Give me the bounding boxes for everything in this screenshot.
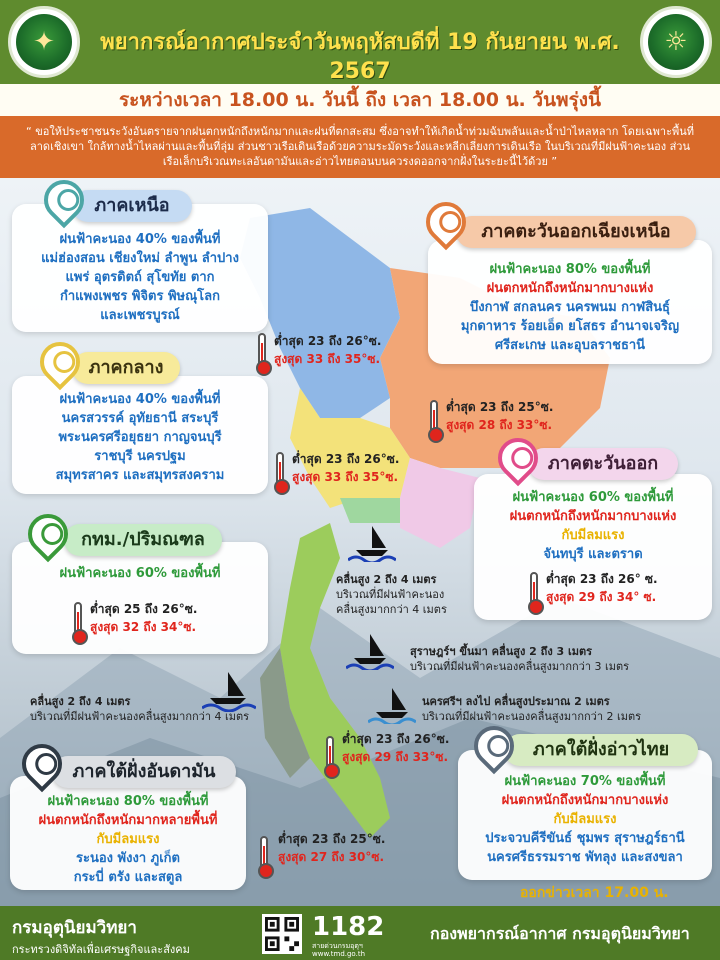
footer-forecast-division: กองพยากรณ์อากาศ กรมอุตุนิยมวิทยา [430, 924, 690, 943]
north-title: ภาคเหนือ [72, 190, 192, 222]
ministry-logo: ✦ [8, 6, 80, 78]
footer-ministry: กระทรวงดิจิทัลเพื่อเศรษฐกิจและสังคม [12, 943, 190, 956]
central-line-4: ราชบุรี นครปฐม [94, 449, 186, 464]
south-east-line-1: ฝนฟ้าคะนอง 70% ของพื้นที่ [504, 774, 666, 789]
central-title: ภาคกลาง [72, 352, 180, 384]
upper-gulf-line2: คลื่นสูงมากกว่า 4 เมตร [336, 603, 447, 616]
hotline-sub-text: สายด่วนกรมอุตุฯ [312, 942, 363, 950]
north-line-2: แม่ฮ่องสอน เชียงใหม่ ลำพูน ลำปาง [41, 251, 239, 266]
andaman-wave [30, 694, 249, 724]
bangkok-temp [90, 600, 197, 636]
south-west-low: ต่ำสุด 23 ถึง 25°ซ. [278, 832, 386, 846]
region-bangkok [340, 498, 400, 523]
south-east-line-2: ฝนตกหนักถึงหนักมากบางแห่ง [501, 793, 669, 808]
northeast-temp [446, 398, 553, 434]
bangkok-low: ต่ำสุด 25 ถึง 26°ซ. [90, 602, 198, 616]
hotline-number: 1182 [312, 912, 385, 942]
south-west-temp [278, 830, 385, 866]
south-west-title: ภาคใต้ฝั่งอันดามัน [52, 756, 236, 788]
surat-wave [410, 644, 629, 674]
north-line-3: แพร่ อุตรดิตถ์ สุโขทัย ตาก [65, 270, 215, 285]
central-temp [292, 450, 399, 486]
northeast-card [428, 240, 712, 364]
central-line-1: ฝนฟ้าคะนอง 40% ของพื้นที่ [59, 392, 221, 407]
northeast-line-2: ฝนตกหนักถึงหนักมากบางแห่ง [486, 281, 654, 296]
south-west-card [10, 776, 246, 890]
northeast-high: สูงสุด 28 ถึง 33°ซ. [446, 418, 553, 432]
andaman-line1: บริเวณที่มีฝนฟ้าคะนองคลื่นสูงมากกว่า 4 เมตร [30, 710, 250, 723]
thermometer-icon [258, 333, 266, 369]
east-line-4: จันทบุรี และตราด [543, 547, 643, 562]
north-line-4: กำแพงเพชร พิจิตร พิษณุโลก [60, 289, 220, 304]
nakhon-wave [422, 694, 641, 724]
east-high: สูงสุด 29 ถึง 34° ซ. [546, 590, 657, 604]
map-area [0, 178, 720, 906]
footer-bar [0, 906, 720, 960]
northeast-title: ภาคตะวันออกเฉียงเหนือ [456, 216, 696, 248]
north-low: ต่ำสุด 23 ถึง 26°ซ. [274, 334, 382, 348]
thermometer-icon [326, 736, 334, 772]
thermometer-icon [430, 400, 438, 436]
east-title: ภาคตะวันออก [528, 448, 678, 480]
central-high: สูงสุด 33 ถึง 35°ซ. [292, 470, 399, 484]
footer-dept: กรมอุตุนิยมวิทยา [12, 918, 137, 938]
upper-gulf-line1: บริเวณที่มีฝนฟ้าคะนอง [336, 588, 445, 601]
central-line-3: พระนครศรีอยุธยา กาญจนบุรี [58, 430, 222, 445]
south-west-line-1: ฝนฟ้าคะนอง 80% ของพื้นที่ [47, 794, 209, 809]
qr-pattern [265, 917, 299, 951]
andaman-title: คลื่นสูง 2 ถึง 4 เมตร [30, 695, 131, 708]
header-bar [0, 0, 720, 84]
east-temp [546, 570, 658, 606]
issued-time: ออกข่าวเวลา 17.00 น. [520, 885, 669, 901]
central-line-5: สมุทรสาคร และสมุทรสงคราม [55, 468, 225, 483]
south-west-line-4: ระนอง พังงา ภูเก็ต [76, 851, 180, 866]
central-low: ต่ำสุด 23 ถึง 26°ซ. [292, 452, 400, 466]
sailboat-icon [368, 684, 416, 724]
north-card [12, 204, 268, 332]
upper-gulf-title: คลื่นสูง 2 ถึง 4 เมตร [336, 573, 437, 586]
thermometer-icon [276, 452, 284, 488]
qr-code-icon[interactable] [262, 914, 302, 954]
south-east-low: ต่ำสุด 23 ถึง 26°ซ. [342, 732, 450, 746]
thermometer-icon [260, 836, 268, 872]
bangkok-title: กทม./ปริมณฑล [64, 524, 222, 556]
northeast-line-5: ศรีสะเกษ และอุบลราชธานี [494, 338, 646, 353]
south-east-high: สูงสุด 29 ถึง 33°ซ. [342, 750, 449, 764]
bangkok-line-1: ฝนฟ้าคะนอง 60% ของพื้นที่ [59, 566, 221, 581]
website-link[interactable]: www.tmd.go.th [312, 950, 365, 958]
thermometer-icon [74, 602, 82, 638]
warning-banner: “ ขอให้ประชาชนระวังอันตรายจากฝนตกหนักถึงหนักมากและฝนที่ตกสะสม ซึ่งอาจทำให้เกิดน้ำท่วมฉับพลันและน้ำป่าไหลหลาก โดยเฉพาะพื้นที่ลาดเชิงเขา ใกล้ทางน้ำไหลผ่านและพื้นที่ลุ่ม ส่วนชาวเรือเดินเรือด้วยความระมัดระวังและหลีกเลี่ยงการเดินเรือ ในบริเวณที่มีฝนฟ้าคะนอง ส่วนเรือเล็กบริเวณทะเลอันดามันและอ่าวไทยตอนบนควรงดออกจากฝั่งในระยะนี้ไว้ด้วย ” [0, 116, 720, 178]
central-line-2: นครสวรรค์ อุทัยธานี สระบุรี [61, 411, 219, 426]
tmd-logo: ☼ [640, 6, 712, 78]
forecast-period: ระหว่างเวลา 18.00 น. วันนี้ ถึง เวลา 18.00 น. วันพรุ่งนี้ [0, 84, 720, 116]
south-west-high: สูงสุด 27 ถึง 30°ซ. [278, 850, 385, 864]
northeast-line-3: บึงกาฬ สกลนคร นครพนม กาฬสินธุ์ [470, 300, 670, 315]
nakhon-line1: บริเวณที่มีฝนฟ้าคะนองคลื่นสูงมากกว่า 2 เมตร [422, 710, 642, 723]
south-west-line-3: กับมีลมแรง [96, 832, 160, 847]
north-high: สูงสุด 33 ถึง 35°ซ. [274, 352, 381, 366]
south-east-line-5: นครศรีธรรมราช พัทลุง และสงขลา [487, 850, 683, 865]
east-line-3: กับมีลมแรง [561, 528, 625, 543]
region-east [400, 458, 480, 548]
south-east-temp [342, 730, 449, 766]
south-west-line-2: ฝนตกหนักถึงหนักมากหลายพื้นที่ [38, 813, 218, 828]
north-line-1: ฝนฟ้าคะนอง 40% ของพื้นที่ [59, 232, 221, 247]
north-line-5: และเพชรบูรณ์ [100, 308, 180, 323]
south-west-line-5: กระบี่ ตรัง และสตูล [73, 870, 183, 885]
upper-gulf-wave [336, 572, 447, 617]
nakhon-title: นครศรีฯ ลงไป คลื่นสูงประมาณ 2 เมตร [422, 695, 610, 708]
surat-line1: บริเวณที่มีฝนฟ้าคะนองคลื่นสูงมากกว่า 3 เมตร [410, 660, 630, 673]
bangkok-high: สูงสุด 32 ถึง 34°ซ. [90, 620, 197, 634]
page-title: พยากรณ์อากาศประจำวันพฤหัสบดีที่ 19 กันยายน พ.ศ. 2567 [100, 30, 620, 84]
thermometer-icon [530, 572, 538, 608]
sailboat-icon [348, 522, 396, 562]
northeast-line-1: ฝนฟ้าคะนอง 80% ของพื้นที่ [489, 262, 651, 277]
east-line-2: ฝนตกหนักถึงหนักมากบางแห่ง [509, 509, 677, 524]
north-temp [274, 332, 381, 368]
east-line-1: ฝนฟ้าคะนอง 60% ของพื้นที่ [512, 490, 674, 505]
hotline-label [312, 942, 365, 958]
northeast-line-4: มุกดาหาร ร้อยเอ็ด ยโสธร อำนาจเจริญ [460, 319, 680, 334]
northeast-low: ต่ำสุด 23 ถึง 25°ซ. [446, 400, 554, 414]
central-card [12, 376, 268, 494]
sailboat-icon [346, 630, 394, 670]
south-east-title: ภาคใต้ฝั่งอ่าวไทย [504, 734, 698, 766]
east-low: ต่ำสุด 23 ถึง 26° ซ. [546, 572, 658, 586]
surat-title: สุราษฎร์ฯ ขึ้นมา คลื่นสูง 2 ถึง 3 เมตร [410, 645, 593, 658]
south-east-line-4: ประจวบคีรีขันธ์ ชุมพร สุราษฎร์ธานี [485, 831, 685, 846]
south-east-line-3: กับมีลมแรง [553, 812, 617, 827]
